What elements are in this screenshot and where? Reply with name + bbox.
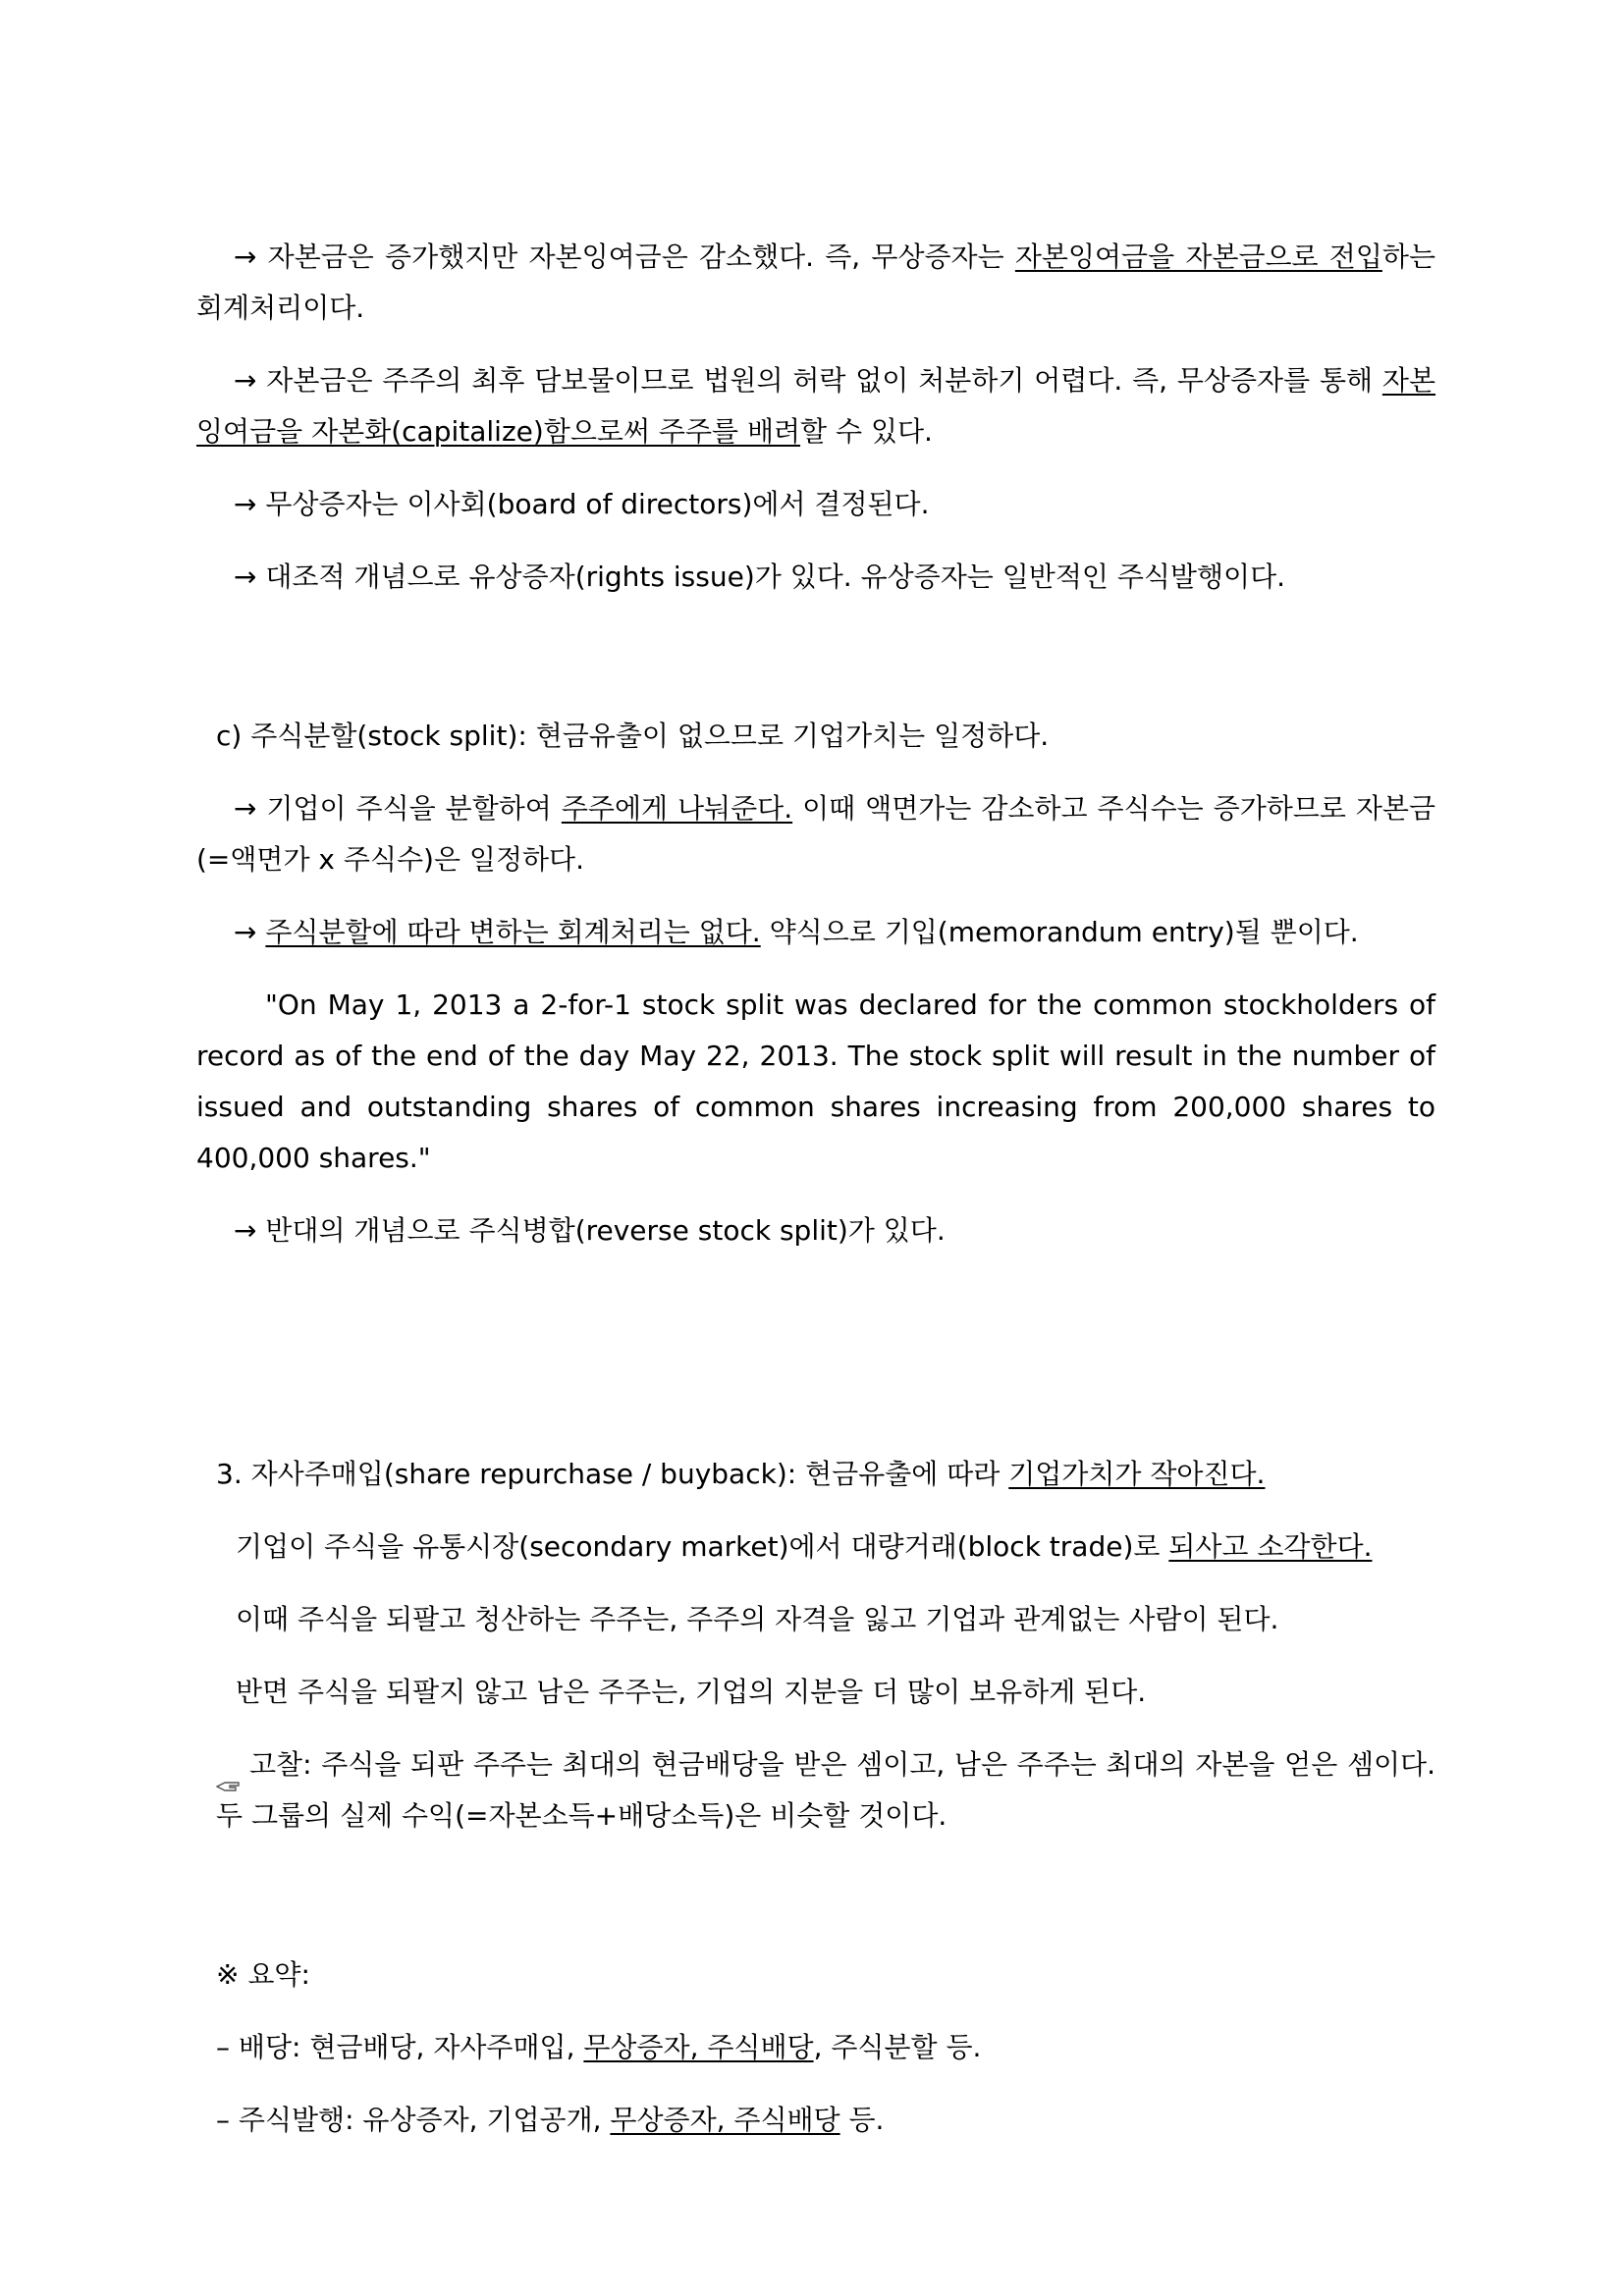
section-heading-buyback: 3. 자사주매입(share repurchase / buyback): 현금유출에 따라 기업가치가 작아진다. [216, 1458, 1266, 1490]
summary-item-dividends: – 배당: 현금배당, 자사주매입, 무상증자, 주식배당, 주식분할 등. [216, 2031, 982, 2063]
summary-item-issuance: – 주식발행: 유상증자, 기업공개, 무상증자, 주식배당 등. [216, 2104, 885, 2136]
paragraph-capitalize: → 자본금은 주주의 최후 담보물이므로 법원의 허락 없이 처분하기 어렵다. 즉, 무상증자를 통해 자본잉여금을 자본화(capitalize)함으로써 주주를 배려할 수 있다. [196, 364, 1435, 448]
section-heading-stock-split: c) 주식분할(stock split): 현금유출이 없으므로 기업가치는 일정하다. [216, 720, 1050, 752]
underlined-phrase: 되사고 소각한다. [1168, 1530, 1373, 1563]
paragraph-block-trade: 기업이 주식을 유통시장(secondary market)에서 대량거래(block trade)로 되사고 소각한다. [236, 1530, 1373, 1563]
underlined-phrase: 주식분할에 따라 변하는 회계처리는 없다. [265, 916, 761, 948]
pointing-hand-icon [216, 1759, 242, 1773]
underlined-phrase: 자본잉여금을 자본화(capitalize)함으로써 주주를 배려 [196, 364, 1435, 448]
underlined-phrase: 기업가치가 작아진다. [1008, 1458, 1266, 1490]
paragraph-remaining-shareholders: 반면 주식을 되팔지 않고 남은 주주는, 기업의 지분을 더 많이 보유하게 된다. [236, 1676, 1147, 1708]
quoted-example: "On May 1, 2013 a 2-for-1 stock split was declared for the common stockholders of record as of the end of the day May 22, 2013. The stock split will result in the number of issued and outstanding shares of common shares increasing from 200,000 shares to 400,000 shares." [196, 988, 1435, 1174]
underlined-phrase: 무상증자, 주식배당 [583, 2031, 814, 2063]
paragraph-rights-issue: → 대조적 개념으로 유상증자(rights issue)가 있다. 유상증자는 일반적인 주식발행이다. [234, 561, 1286, 593]
paragraph-reverse-split: → 반대의 개념으로 주식병합(reverse stock split)가 있다. [234, 1214, 946, 1247]
underlined-phrase: 무상증자, 주식배당 [610, 2104, 840, 2136]
paragraph-board-decision: → 무상증자는 이사회(board of directors)에서 결정된다. [234, 488, 930, 520]
paragraph-memorandum-entry: → 주식분할에 따라 변하는 회계처리는 없다. 약식으로 기입(memorandum entry)될 뿐이다. [234, 916, 1359, 948]
paragraph-consideration: 고찰: 주식을 되판 주주는 최대의 현금배당을 받은 셈이고, 남은 주주는 최대의 자본을 얻은 셈이다. 두 그룹의 실제 수익(=자본소득+배당소득)은 비슷할 것이다. [216, 1748, 1435, 1832]
paragraph-capital-transfer: → 자본금은 증가했지만 자본잉여금은 감소했다. 즉, 무상증자는 자본잉여금을 자본금으로 전입하는 회계처리이다. [196, 240, 1435, 324]
paragraph-split-distribution: → 기업이 주식을 분할하여 주주에게 나눠준다. 이때 액면가는 감소하고 주식수는 증가하므로 자본금(=액면가 x 주식수)은 일정하다. [196, 792, 1436, 876]
underlined-phrase: 주주에게 나눠준다. [561, 792, 793, 825]
document-page [196, 232, 1435, 2146]
paragraph-selling-shareholders: 이때 주식을 되팔고 청산하는 주주는, 주주의 자격을 잃고 기업과 관계없는 사람이 된다. [236, 1603, 1279, 1635]
underlined-phrase: 자본잉여금을 자본금으로 전입 [1014, 240, 1382, 273]
summary-title: ※ 요약: [216, 1958, 310, 1991]
